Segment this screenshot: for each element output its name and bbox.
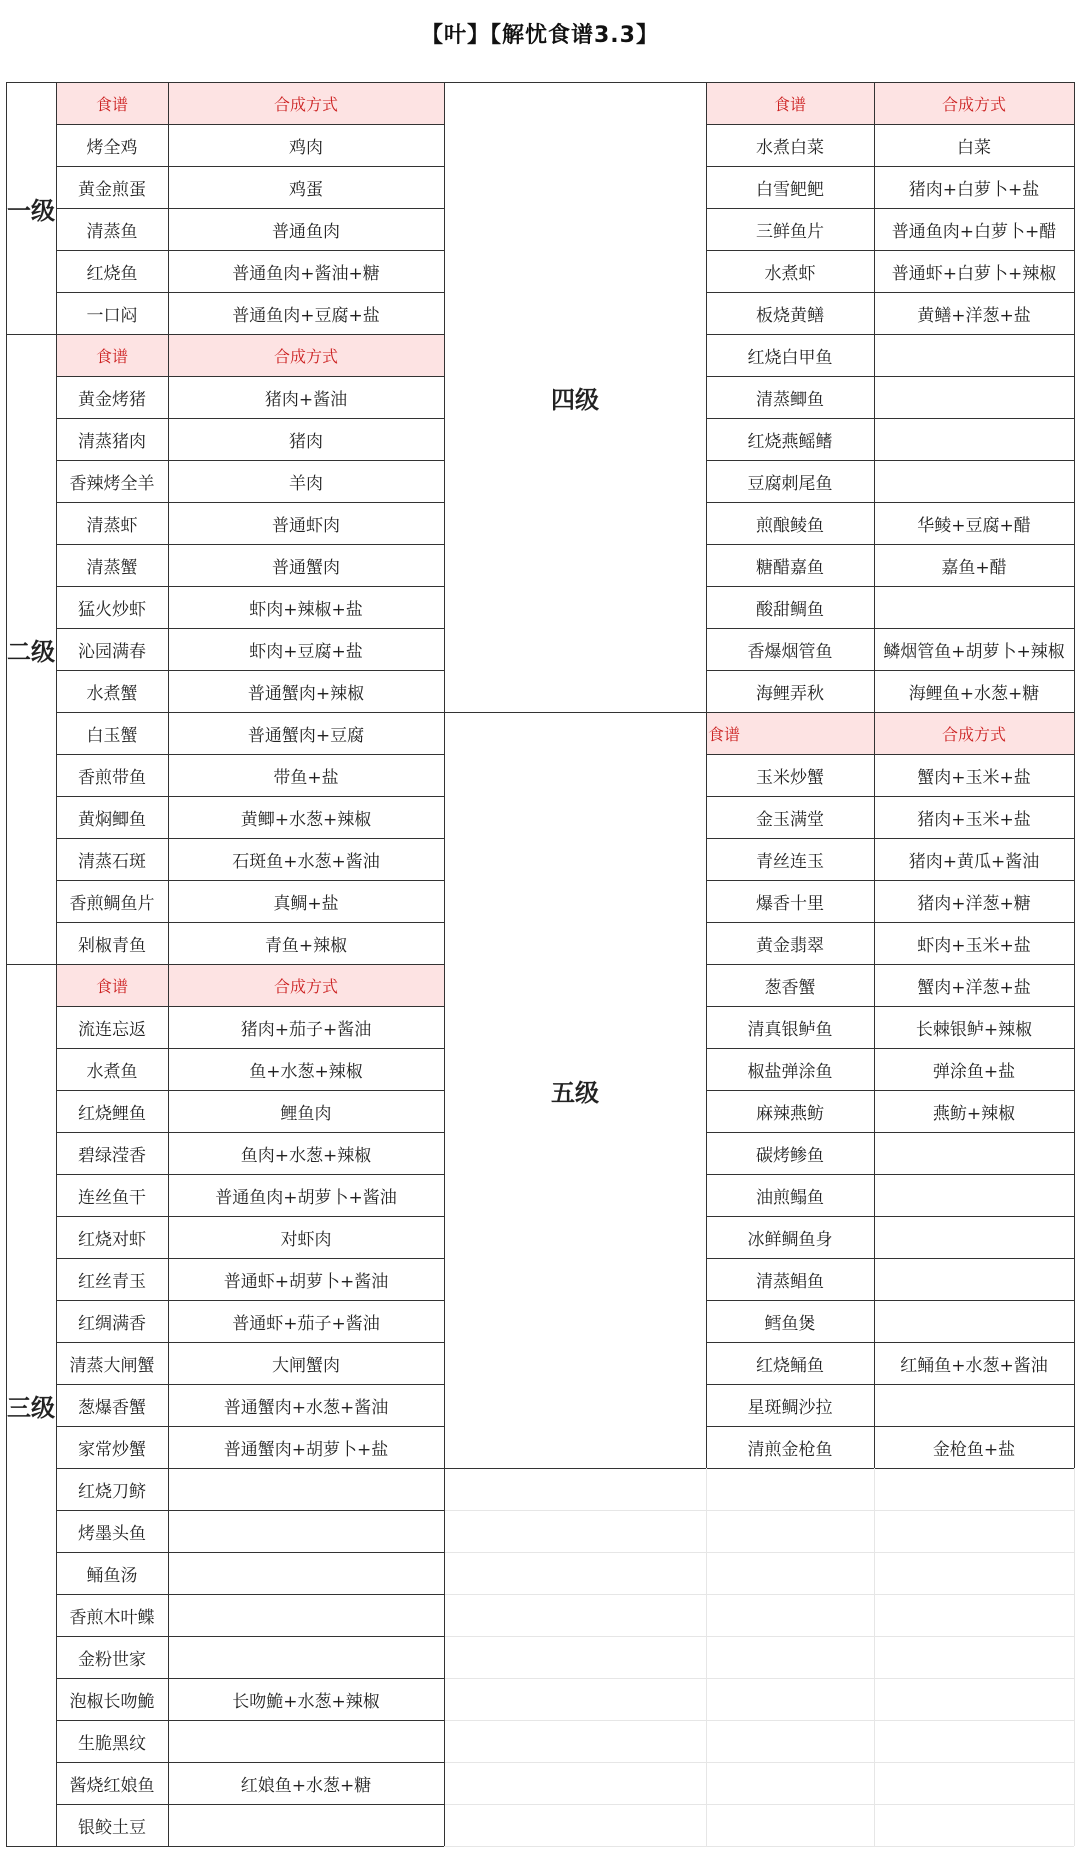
recipe-name: 红烧鱼	[86, 263, 138, 284]
recipe-method: 普通虾肉	[272, 515, 340, 536]
recipe-method: 石斑鱼+水葱+酱油	[232, 851, 380, 872]
recipe-name: 香煎带鱼	[78, 767, 146, 788]
grid-line	[706, 1258, 1074, 1259]
recipe-name: 家常炒蟹	[78, 1439, 146, 1460]
level-label-1: 一级	[7, 196, 55, 225]
grid-line	[56, 1090, 444, 1091]
recipe-method: 鸡肉	[289, 137, 323, 158]
recipe-method: 普通蟹肉+豆腐	[247, 725, 365, 746]
recipe-name: 流连忘返	[78, 1019, 146, 1040]
recipe-method: 带鱼+盐	[273, 767, 339, 788]
recipe-method: 猪肉+茄子+酱油	[240, 1019, 372, 1040]
recipe-method	[874, 1300, 1074, 1342]
recipe-name: 水煮蟹	[86, 683, 138, 704]
recipe-method: 鱼+水葱+辣椒	[249, 1061, 363, 1082]
recipe-name: 煎酿鲮鱼	[756, 515, 824, 536]
level-label-4: 四级	[551, 385, 599, 414]
grid-line	[56, 1804, 444, 1805]
grid-line	[56, 82, 57, 1846]
grid-line	[6, 334, 444, 335]
grid-line	[56, 544, 444, 545]
recipe-name: 水煮鱼	[86, 1061, 138, 1082]
grid-line	[706, 838, 1074, 839]
grid-line	[56, 880, 444, 881]
recipe-name: 烤墨头鱼	[78, 1523, 146, 1544]
recipe-method: 青鱼+辣椒	[264, 935, 348, 956]
recipe-method: 金枪鱼+盐	[932, 1439, 1016, 1460]
recipe-method: 海鲤鱼+水葱+糖	[908, 683, 1040, 704]
grid-line	[56, 250, 444, 251]
grid-line	[56, 1384, 444, 1385]
recipe-method: 猪肉+黄瓜+酱油	[908, 851, 1040, 872]
recipe-name: 香煎木叶鲽	[69, 1607, 155, 1628]
recipe-name: 香爆烟管鱼	[747, 641, 833, 662]
recipe-name: 水煮虾	[764, 263, 816, 284]
recipe-name: 红烧对虾	[78, 1229, 146, 1250]
recipe-name: 椒盐弹涂鱼	[747, 1061, 833, 1082]
grid-line	[56, 586, 444, 587]
recipe-name: 水煮白菜	[756, 137, 824, 158]
grid-line	[56, 502, 444, 503]
recipe-name: 清蒸蟹	[86, 557, 138, 578]
grid-line	[444, 1594, 1074, 1595]
header-method: 合成方式	[168, 964, 444, 1006]
recipe-name: 爆香十里	[756, 893, 824, 914]
grid-line	[56, 796, 444, 797]
grid-line	[56, 1174, 444, 1175]
grid-line	[706, 628, 1074, 629]
grid-line	[706, 796, 1074, 797]
grid-line	[56, 376, 444, 377]
recipe-method	[168, 1468, 444, 1510]
grid-line	[444, 1636, 1074, 1637]
grid-line	[56, 1594, 444, 1595]
grid-line	[444, 1720, 1074, 1721]
recipe-method	[874, 1258, 1074, 1300]
grid-line	[56, 124, 444, 125]
recipe-method: 猪肉	[289, 431, 323, 452]
recipe-name: 沁园满春	[78, 641, 146, 662]
grid-line	[706, 544, 1074, 545]
recipe-method	[874, 586, 1074, 628]
grid-line	[444, 82, 445, 1846]
recipe-method: 普通蟹肉+辣椒	[247, 683, 365, 704]
grid-line	[706, 460, 1074, 461]
grid-line	[706, 754, 1074, 755]
grid-line	[706, 1300, 1074, 1301]
recipe-name: 板烧黄鳝	[756, 305, 824, 326]
grid-line	[56, 1006, 444, 1007]
recipe-method: 虾肉+辣椒+盐	[249, 599, 363, 620]
recipe-name: 白雪鲃鲃	[756, 179, 824, 200]
recipe-method: 弹涂鱼+盐	[932, 1061, 1016, 1082]
header-recipe: 食谱	[56, 82, 168, 124]
grid-line	[706, 1090, 1074, 1091]
recipe-method: 普通鱼肉+胡萝卜+酱油	[215, 1187, 397, 1208]
recipe-method: 鳞烟管鱼+胡萝卜+辣椒	[883, 641, 1065, 662]
recipe-method: 普通虾+胡萝卜+酱油	[223, 1271, 389, 1292]
grid-line	[1074, 1468, 1075, 1846]
grid-line	[706, 1384, 1074, 1385]
recipe-method: 普通鱼肉+酱油+糖	[232, 263, 380, 284]
grid-line	[706, 1342, 1074, 1343]
grid-line	[444, 1552, 1074, 1553]
recipe-method: 普通鱼肉	[272, 221, 340, 242]
grid-line	[56, 628, 444, 629]
recipe-name: 三鲜鱼片	[756, 221, 824, 242]
header-method: 合成方式	[874, 712, 1074, 754]
header-recipe: 食谱	[706, 712, 874, 754]
grid-line	[56, 1258, 444, 1259]
grid-line	[56, 1468, 444, 1469]
recipe-name: 红绸满香	[78, 1313, 146, 1334]
recipe-name: 烤全鸡	[86, 137, 138, 158]
recipe-method: 红娘鱼+水葱+糖	[240, 1775, 372, 1796]
grid-line	[706, 166, 1074, 167]
grid-line	[444, 712, 1074, 713]
grid-line	[56, 838, 444, 839]
recipe-method: 真鲷+盐	[273, 893, 339, 914]
grid-line	[6, 964, 444, 965]
grid-line	[56, 418, 444, 419]
recipe-method: 虾肉+玉米+盐	[917, 935, 1031, 956]
recipe-method	[874, 460, 1074, 502]
grid-line	[56, 166, 444, 167]
recipe-method: 猪肉+酱油	[264, 389, 348, 410]
recipe-method: 白菜	[957, 137, 991, 158]
grid-line	[706, 376, 1074, 377]
recipe-method: 长棘银鲈+辣椒	[915, 1019, 1033, 1040]
recipe-method: 普通虾+白萝卜+辣椒	[891, 263, 1057, 284]
grid-line	[56, 712, 444, 713]
grid-line	[444, 1762, 1074, 1763]
grid-line	[56, 1426, 444, 1427]
grid-line	[706, 250, 1074, 251]
grid-line	[444, 1678, 1074, 1679]
recipe-name: 清蒸虾	[86, 515, 138, 536]
recipe-name: 香煎鲷鱼片	[69, 893, 155, 914]
recipe-name: 清蒸石斑	[78, 851, 146, 872]
recipe-method: 羊肉	[289, 473, 323, 494]
grid-line	[874, 1468, 875, 1846]
grid-line	[444, 1804, 1074, 1805]
grid-line	[56, 1720, 444, 1721]
recipe-name: 剁椒青鱼	[78, 935, 146, 956]
recipe-name: 清蒸猪肉	[78, 431, 146, 452]
grid-line	[56, 1132, 444, 1133]
recipe-name: 鳕鱼煲	[764, 1313, 816, 1334]
recipe-method	[874, 1384, 1074, 1426]
header-recipe: 食谱	[56, 964, 168, 1006]
recipe-name: 碳烤鲹鱼	[756, 1145, 824, 1166]
grid-line	[56, 1636, 444, 1637]
grid-line	[706, 1048, 1074, 1049]
recipe-method: 普通虾+茄子+酱油	[232, 1313, 380, 1334]
header-method: 合成方式	[874, 82, 1074, 124]
recipe-method: 大闸蟹肉	[272, 1355, 340, 1376]
recipe-method	[874, 376, 1074, 418]
grid-line	[56, 292, 444, 293]
recipe-name: 红烧鲬鱼	[756, 1355, 824, 1376]
recipe-method	[168, 1720, 444, 1762]
recipe-name: 麻辣燕鲂	[756, 1103, 824, 1124]
recipe-method	[168, 1594, 444, 1636]
grid-line	[706, 586, 1074, 587]
grid-line	[706, 502, 1074, 503]
grid-line	[706, 124, 1074, 125]
recipe-name: 清蒸鲫鱼	[756, 389, 824, 410]
recipe-name: 红烧刀鲚	[78, 1481, 146, 1502]
grid-line	[706, 292, 1074, 293]
grid-line	[56, 460, 444, 461]
grid-line	[706, 82, 707, 1468]
grid-line	[168, 82, 169, 1846]
recipe-name: 红烧白甲鱼	[747, 347, 833, 368]
grid-line	[56, 922, 444, 923]
recipe-name: 红烧鲤鱼	[78, 1103, 146, 1124]
grid-line	[444, 1510, 1074, 1511]
recipe-name: 香辣烤全羊	[69, 473, 155, 494]
recipe-method: 红鲬鱼+水葱+酱油	[900, 1355, 1048, 1376]
recipe-method: 燕鲂+辣椒	[932, 1103, 1016, 1124]
grid-line	[706, 922, 1074, 923]
recipe-name: 星斑鲷沙拉	[747, 1397, 833, 1418]
grid-line	[56, 208, 444, 209]
recipe-method: 普通蟹肉+胡萝卜+盐	[223, 1439, 389, 1460]
recipe-name: 碧绿滢香	[78, 1145, 146, 1166]
grid-line	[56, 754, 444, 755]
header-recipe: 食谱	[706, 82, 874, 124]
recipe-name: 清蒸鱼	[86, 221, 138, 242]
grid-line	[706, 964, 1074, 965]
recipe-method	[168, 1510, 444, 1552]
recipe-name: 清蒸鲳鱼	[756, 1271, 824, 1292]
grid-line	[56, 1216, 444, 1217]
grid-line	[706, 1006, 1074, 1007]
recipe-name: 生脆黑纹	[78, 1733, 146, 1754]
grid-line	[56, 1510, 444, 1511]
recipe-name: 鲬鱼汤	[86, 1565, 138, 1586]
recipe-name: 黄金烤猪	[78, 389, 146, 410]
grid-line	[56, 1048, 444, 1049]
header-method: 合成方式	[168, 334, 444, 376]
recipe-name: 清煎金枪鱼	[747, 1439, 833, 1460]
recipe-method: 蟹肉+玉米+盐	[917, 767, 1031, 788]
grid-line	[706, 334, 1074, 335]
recipe-name: 清真银鲈鱼	[747, 1019, 833, 1040]
recipe-method	[168, 1636, 444, 1678]
recipe-method: 对虾肉	[280, 1229, 332, 1250]
recipe-name: 红丝青玉	[78, 1271, 146, 1292]
recipe-name: 油煎鳎鱼	[756, 1187, 824, 1208]
recipe-name: 糖醋嘉鱼	[756, 557, 824, 578]
recipe-name: 猛火炒虾	[78, 599, 146, 620]
recipe-method: 鲤鱼肉	[280, 1103, 332, 1124]
recipe-name: 红烧燕鳐鳍	[747, 431, 833, 452]
recipe-name: 酱烧红娘鱼	[69, 1775, 155, 1796]
recipe-method: 鱼肉+水葱+辣椒	[240, 1145, 372, 1166]
level-label-3: 三级	[7, 1393, 55, 1422]
recipe-method	[168, 1804, 444, 1846]
recipe-name: 冰鲜鲷鱼身	[747, 1229, 833, 1250]
grid-line	[56, 1342, 444, 1343]
recipe-method: 普通蟹肉+水葱+酱油	[223, 1397, 389, 1418]
header-recipe: 食谱	[56, 334, 168, 376]
grid-line	[1074, 82, 1075, 1468]
recipe-method: 黄鲫+水葱+辣椒	[240, 809, 372, 830]
recipe-name: 一口闷	[86, 305, 138, 326]
recipe-method	[874, 334, 1074, 376]
grid-line	[56, 1762, 444, 1763]
recipe-method: 普通鱼肉+豆腐+盐	[232, 305, 380, 326]
recipe-name: 葱爆香蟹	[78, 1397, 146, 1418]
recipe-name: 酸甜鲷鱼	[756, 599, 824, 620]
recipe-name: 黄金翡翠	[756, 935, 824, 956]
recipe-name: 金玉满堂	[756, 809, 824, 830]
recipe-method: 鸡蛋	[289, 179, 323, 200]
recipe-name: 海鲤弄秋	[756, 683, 824, 704]
recipe-method: 普通蟹肉	[272, 557, 340, 578]
recipe-name: 青丝连玉	[756, 851, 824, 872]
grid-line	[706, 418, 1074, 419]
recipe-method: 蟹肉+洋葱+盐	[917, 977, 1031, 998]
recipe-name: 银鲛土豆	[78, 1817, 146, 1838]
page-title: 【叶】【解忧食谱3.3】	[421, 23, 659, 48]
grid-line	[706, 1426, 1074, 1427]
grid-line	[56, 1678, 444, 1679]
recipe-name: 黄金煎蛋	[78, 179, 146, 200]
level-label-5: 五级	[551, 1078, 599, 1107]
recipe-method	[168, 1552, 444, 1594]
recipe-method: 黄鳝+洋葱+盐	[917, 305, 1031, 326]
grid-line	[706, 1132, 1074, 1133]
recipe-method: 虾肉+豆腐+盐	[249, 641, 363, 662]
recipe-method: 猪肉+洋葱+糖	[917, 893, 1031, 914]
recipe-method	[874, 1132, 1074, 1174]
grid-line	[56, 670, 444, 671]
grid-line	[6, 82, 1074, 83]
grid-line	[706, 670, 1074, 671]
level-label-2: 二级	[7, 637, 55, 666]
recipe-method	[874, 418, 1074, 460]
recipe-method: 嘉鱼+醋	[941, 557, 1007, 578]
recipe-method: 普通鱼肉+白萝卜+醋	[891, 221, 1057, 242]
recipe-method: 猪肉+玉米+盐	[917, 809, 1031, 830]
grid-line	[6, 82, 7, 1846]
grid-line	[706, 1468, 707, 1846]
grid-line	[874, 82, 875, 1468]
recipe-method	[874, 1216, 1074, 1258]
grid-line	[444, 1846, 1074, 1847]
recipe-name: 豆腐刺尾鱼	[747, 473, 833, 494]
grid-line	[444, 1468, 1074, 1469]
recipe-name: 金粉世家	[78, 1649, 146, 1670]
recipe-method: 华鲮+豆腐+醋	[917, 515, 1031, 536]
recipe-name: 玉米炒蟹	[756, 767, 824, 788]
grid-line	[706, 1174, 1074, 1175]
recipe-name: 连丝鱼干	[78, 1187, 146, 1208]
grid-line	[706, 880, 1074, 881]
recipe-name: 泡椒长吻鮠	[69, 1691, 155, 1712]
recipe-method: 长吻鮠+水葱+辣椒	[232, 1691, 380, 1712]
recipe-name: 白玉蟹	[86, 725, 138, 746]
grid-line	[706, 208, 1074, 209]
grid-line	[56, 1552, 444, 1553]
recipe-method	[874, 1174, 1074, 1216]
recipe-method: 猪肉+白萝卜+盐	[908, 179, 1040, 200]
recipe-name: 黄焖鲫鱼	[78, 809, 146, 830]
grid-line	[706, 1216, 1074, 1217]
grid-line	[56, 1300, 444, 1301]
recipe-name: 葱香蟹	[764, 977, 816, 998]
grid-line	[6, 1846, 444, 1847]
recipe-name: 清蒸大闸蟹	[69, 1355, 155, 1376]
header-method: 合成方式	[168, 82, 444, 124]
